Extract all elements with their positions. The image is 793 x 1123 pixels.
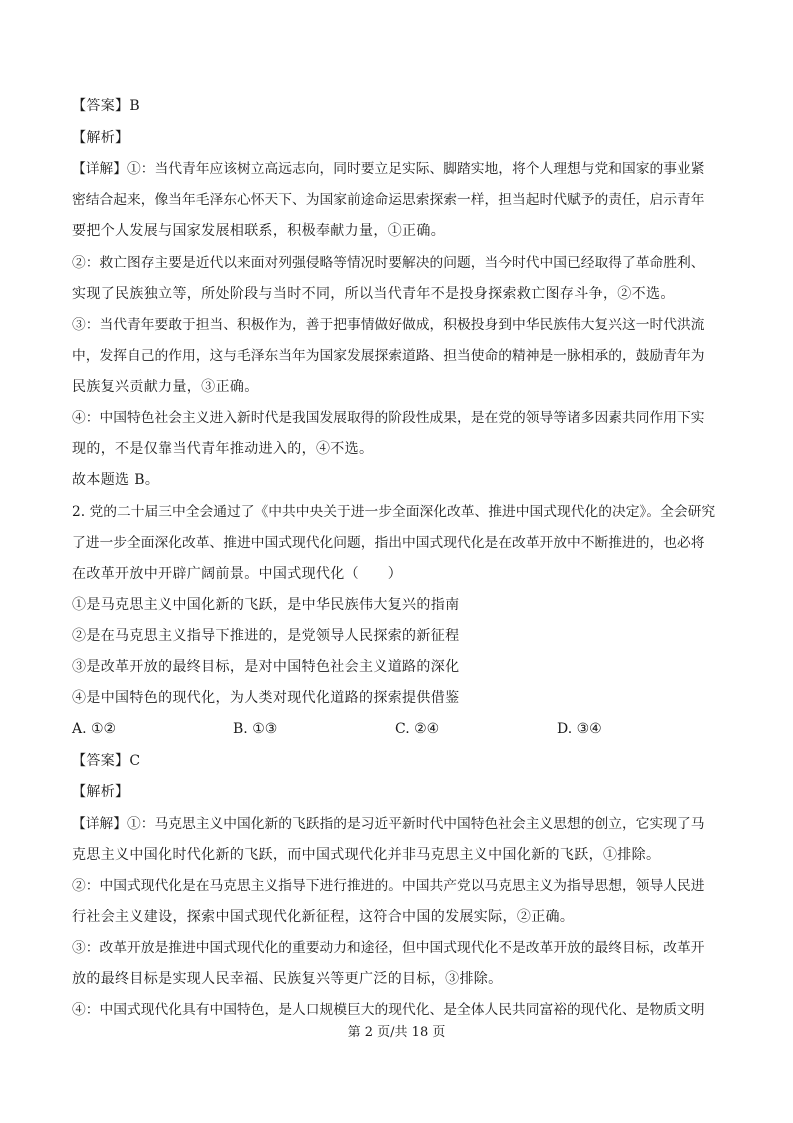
option-a: A. ①②	[72, 721, 117, 737]
q2-statement: ①是马克思主义中国化新的飞跃，是中华民族伟大复兴的指南	[72, 597, 460, 613]
q1-detail-line: 实现了民族独立等，所处阶段与当时不同，所以当代青年不是投身探索救亡图存斗争，②不选。	[72, 286, 675, 302]
q1-detail-line: ④：中国特色社会主义进入新时代是我国发展取得的阶段性成果，是在党的领导等诸多因素共同作用下实	[72, 410, 705, 426]
option-c: C. ②④	[395, 721, 440, 737]
q2-detail-line: ②：中国式现代化是在马克思主义指导下进行推进的。中国共产党以马克思主义为指导思想，领导人民进	[72, 878, 705, 894]
q2-detail-line: ③：改革开放是推进中国式现代化的重要动力和途径，但中国式现代化不是改革开放的最终目标，改革开	[72, 940, 705, 956]
q2-detail-line: 放的最终目标是实现人民幸福、民族复兴等更广泛的目标，③排除。	[72, 971, 503, 987]
q2-options	[72, 721, 732, 739]
q1-detail-line: 民族复兴贡献力量，③正确。	[72, 379, 259, 395]
q1-detail-line: 中，发挥自己的作用，这与毛泽东当年为国家发展探索道路、担当使命的精神是一脉相承的，鼓励青年为	[72, 348, 705, 364]
q2-detail-line: 【详解】①：马克思主义中国化新的飞跃指的是习近平新时代中国特色社会主义思想的创立，它实现了马	[72, 816, 705, 832]
q1-detail-line: 密结合起来，像当年毛泽东心怀天下、为国家前途命运思索探索一样，担当起时代赋予的责任，启示青年	[72, 192, 705, 208]
q2-detail-line: ④：中国式现代化具有中国特色，是人口规模巨大的现代化、是全体人民共同富裕的现代化、是物质文明	[72, 1002, 705, 1018]
q1-detail-line: 要把个人发展与国家发展相联系，积极奉献力量，①正确。	[72, 223, 446, 239]
option-d: D. ③④	[557, 721, 602, 737]
q2-statement: ③是改革开放的最终目标，是对中国特色社会主义道路的深化	[72, 659, 460, 675]
q2-statement: ④是中国特色的现代化，为人类对现代化道路的探索提供借鉴	[72, 690, 460, 706]
q2-detail-line: 克思主义中国化时代化新的飞跃，而中国式现代化并非马克思主义中国化新的飞跃，①排除。	[72, 847, 661, 863]
q2-stem-line: 2. 党的二十届三中全会通过了《中共中央关于进一步全面深化改革、推进中国式现代化的决定》。全会研究	[72, 504, 716, 520]
q2-stem-line: 在改革开放中开辟广阔前景。中国式现代化（ ）	[72, 566, 403, 582]
q2-analysis-label: 【解析】	[72, 784, 130, 800]
q1-detail-line: ③：当代青年要敢于担当、积极作为，善于把事情做好做成，积极投身到中华民族伟大复兴这一时代洪流	[72, 317, 705, 333]
q1-detail-line: 【详解】①：当代青年应该树立高远志向，同时要立足实际、脚踏实地，将个人理想与党和国家的事业紧	[72, 161, 705, 177]
q2-detail-line: 行社会主义建设，探索中国式现代化新征程，这符合中国的发展实际，②正确。	[72, 909, 575, 925]
option-b: B. ①③	[233, 721, 278, 737]
q1-detail-line: ②：救亡图存主要是近代以来面对列强侵略等情况时要解决的问题，当今时代中国已经取得了革命胜利、	[72, 255, 705, 271]
q2-stem-line: 了进一步全面深化改革、推进中国式现代化问题，指出中国式现代化是在改革开放中不断推进的，也必将	[72, 535, 705, 551]
q1-analysis-label: 【解析】	[72, 130, 130, 146]
page-footer: 第 2 页/共 18 页	[347, 1025, 446, 1040]
q2-answer: 【答案】C	[72, 753, 141, 769]
q2-statement: ②是在马克思主义指导下推进的，是党领导人民探索的新征程	[72, 628, 460, 644]
q1-detail-line: 现的，不是仅靠当代青年推动进入的，④不选。	[72, 441, 374, 457]
q1-conclusion: 故本题选 B。	[72, 472, 160, 488]
q1-answer: 【答案】B	[72, 98, 141, 114]
